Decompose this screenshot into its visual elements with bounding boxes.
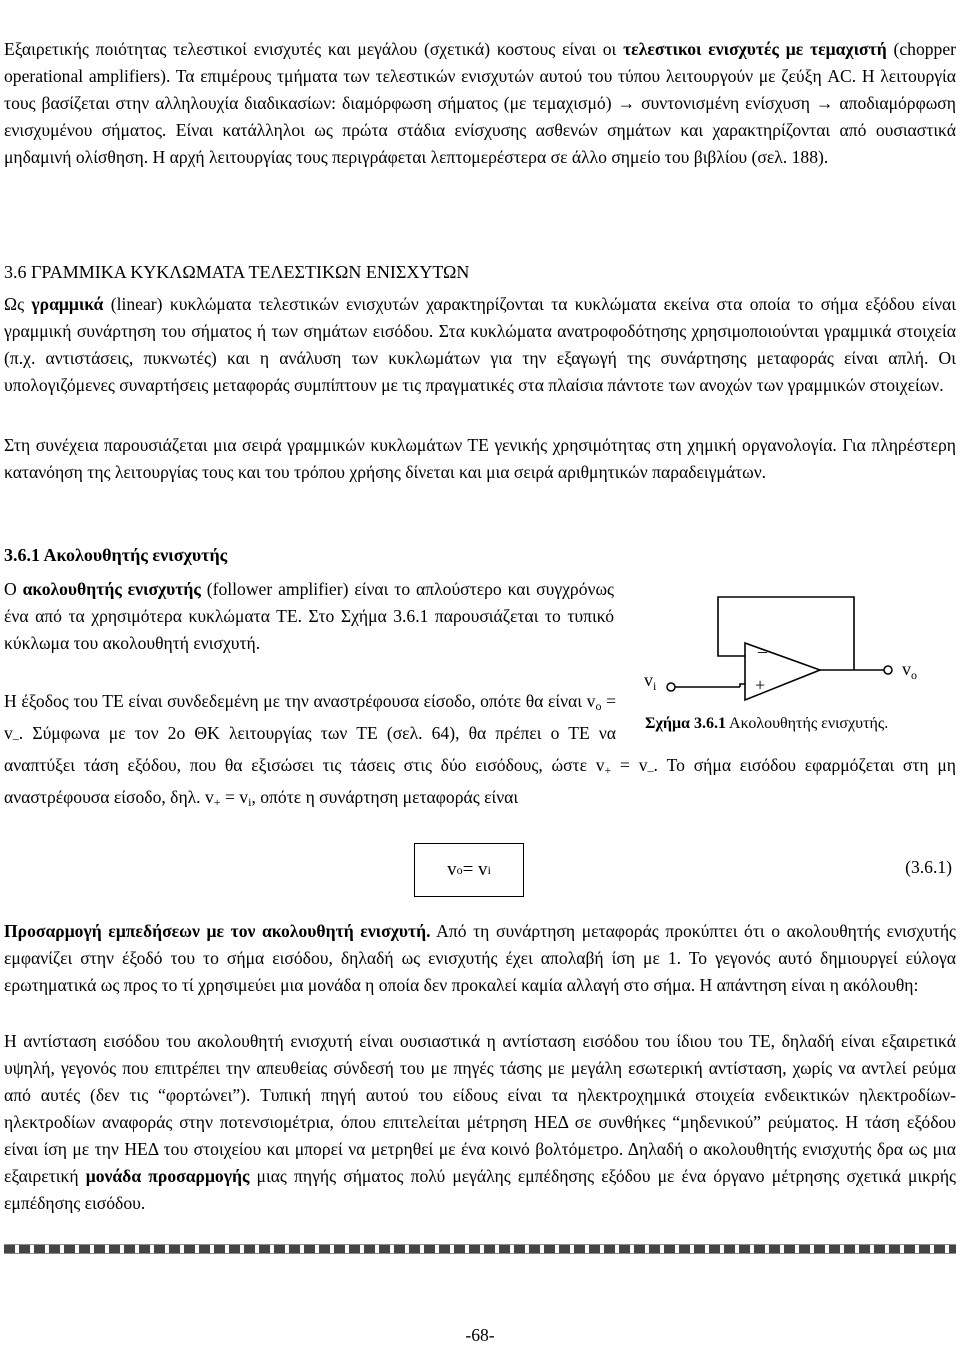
opamp-plus-label: +	[755, 675, 766, 695]
equation-box: v o = v i	[414, 843, 524, 897]
intro-bold-term: τελεστικοι ενισχυτές με τεμαχιστή	[623, 39, 887, 59]
intro-text-1: Εξαιρετικής ποιότητας τελεστικοί ενισχυτές και μεγάλου (σχετικά) κοστους είναι οι	[4, 39, 624, 59]
opamp-minus-label: –	[758, 641, 767, 661]
follower-circuit-diagram	[640, 575, 960, 710]
intro-paragraph	[4, 36, 956, 171]
section-title: 3.6 ΓΡΑΜΜΙΚΑ ΚΥΚΛΩΜΑΤΑ ΤΕΛΕΣΤΙΚΩΝ ΕΝΙΣΧΥΤΩΝ	[4, 262, 470, 282]
arrow-icon: →	[617, 93, 636, 113]
footer-divider	[4, 1244, 956, 1254]
input-label: $v_i$	[644, 670, 657, 693]
bold-term-matching-unit: μονάδα προσαρμογής	[85, 1166, 250, 1186]
intro-text-2: (chopper operational amplifiers). Τα επιμέρους τμήματα των τελεστικών ενισχυτών αυτού του τύπου λειτουργούν με ζεύξη AC. Η λειτουργία τους βασίζεται στην αλληλουχία διαδικασίων: διαμόρφωση σήματος (με τεμαχισμό)	[4, 39, 956, 113]
input-terminal	[667, 683, 675, 691]
subsection-paragraph-2: Η έξοδος του ΤΕ είναι συνδεδεμένη με την αναστρέφουσα είσοδο, οπότε θα είναι $v_o = v_-$. Σύμφωνα με τον 2ο ΘΚ λειτουργίας των ΤΕ (σελ. 64), θα πρέπει ο ΤΕ να αναπτύξει τάση εξόδου, που θα εξισώσει τις τάσεις στις δύο εισόδους, ώστε $v_+ = v_-$. Το σήμα εισόδου εφαρμόζεται στη μη αναστρέφουσα είσοδο, δηλ. $v_+ = v_i$, οπότε η συνάρτηση μεταφοράς είναι	[4, 688, 956, 816]
impedance-paragraph-1: Προσαρμογή εμπεδήσεων με τον ακολουθητή ενισχυτή. Από τη συνάρτηση μεταφοράς προκύπτει ότι ο ακολουθητής ενισχυτής εμφανίζει στην έξοδό του το σήμα εισόδου, δηλαδή ως ενισχυτής έχει απολαβή ίση με 1. Το γεγονός αυτό δημιουργεί εύλογα ερωτηματικά ως προς το τί χρησιμεύει μια μονάδα η οποία δεν προκαλεί καμία αλλαγή στο σήμα. Η απάντηση είναι η ακόλουθη:	[4, 921, 956, 995]
output-label: $v_o$	[902, 659, 917, 682]
section-paragraph-1: Ως γραμμικά (linear) κυκλώματα τελεστικών ενισχυτών χαρακτηρίζονται τα κυκλώματα εκείνα στα οποία το σήμα εξόδου είναι γραμμική συνάρτηση του σήματος ή των σημάτων εισόδου. Στα κυκλώματα ανατροφοδότησης χρησιμοποιούνται γραμμικά στοιχεία (π.χ. αντιστάσεις, πυκνωτές) και η ανάλυση των κυκλωμάτων για την εξαγωγή της συνάρτησης μεταφοράς είναι απλή. Οι υπολογιζόμενες συναρτήσεις μεταφοράς συμπίπτουν με τις πραγματικές στα πλαίσια πάντοτε των ανοχών των γραμμικών στοιχείων.	[4, 294, 956, 395]
section-paragraph-2: Στη συνέχεια παρουσιάζεται μια σειρά γραμμικών κυκλωμάτων ΤΕ γενικής χρησιμότητας στη χημική οργανολογία. Για πληρέστερη κατανόηση της λειτουργίας τους και του τρόπου χρήσης δίνεται και μια σειρά αριθμητικών παραδειγμάτων.	[4, 435, 956, 482]
intro-text-4: αποδιαμόρφωση ενισχυμένου σήματος. Είναι κατάλληλοι ως πρώτα στάδια ενίσχυσης ασθενών σημάτων και χαρακτηρίζονται από ουσιαστικά μηδαμινή ολίσθηση. Η αρχή λειτουργίας τους περιγράφεται λεπτομερέστερα σε άλλο σημείο του βιβλίου (σελ. 188).	[4, 93, 956, 167]
impedance-paragraph-2: Η αντίσταση εισόδου του ακολουθητή ενισχυτή είναι ουσιαστικά η αντίσταση εισόδου του ίδιου του ΤΕ, δηλαδή είναι εξαιρετικά υψηλή, γεγονός που επιτρέπει την απευθείας σύνδεσή του με πηγές τάσης με μεγάλη εσωτερική αντίσταση, χωρίς να αντλεί ρεύμα από αυτές (δεν τις “φορτώνει”). Τυπική πηγή αυτού του είδους είναι τα ηλεκτροχημικά στοιχεία ενδεικτικών ηλεκτροδίων-ηλεκτροδίων αναφοράς στην ποτενσιομέτρια, όπου επιτελείται μέτρηση ΗΕΔ σε συνθήκες “μηδενικού” ρεύματος. Η τάση εξόδου είναι ίση με την ΗΕΔ του στοιχείου και μπορεί να μετρηθεί με ένα κοινό βολτόμετρο. Δηλαδή ο ακολουθητής ενισχυτής δρα ως μια εξαιρετική μονάδα προσαρμογής μιας πηγής σήματος πολύ μεγάλης εμπέδησης εξόδου με ένα όργανο μέτρησης σχετικά μικρής εμπέδησης εισόδου.	[4, 1031, 956, 1213]
figure-caption: Σχήμα 3.6.1 Ακολουθητής ενισχυτής.	[645, 715, 889, 732]
arrow-icon: →	[815, 93, 834, 113]
subsection-title: 3.6.1 Ακολουθητής ενισχυτής	[4, 545, 228, 565]
bold-heading-impedance: Προσαρμογή εμπεδήσεων με τον ακολουθητή ενισχυτή.	[4, 921, 431, 941]
feedback-wire	[718, 597, 854, 670]
intro-text-3: συντονισμένη ενίσχυση	[635, 93, 816, 113]
subsection-paragraph-1: Ο ακολουθητής ενισχυτής (follower amplifier) είναι το απλούστερο και συγχρόνως ένα από τα χρησιμότερα κυκλώματα ΤΕ. Στο Σχήμα 3.6.1 παρουσιάζεται το τυπικό κύκλωμα του ακολουθητή ενισχυτή.	[4, 579, 614, 653]
bold-term-follower: ακολουθητής ενισχυτής	[22, 579, 201, 599]
output-terminal	[884, 666, 892, 674]
page-number: -68-	[465, 1325, 495, 1345]
bold-term-linear: γραμμικά	[31, 294, 104, 314]
equation-number: (3.6.1)	[905, 857, 952, 877]
